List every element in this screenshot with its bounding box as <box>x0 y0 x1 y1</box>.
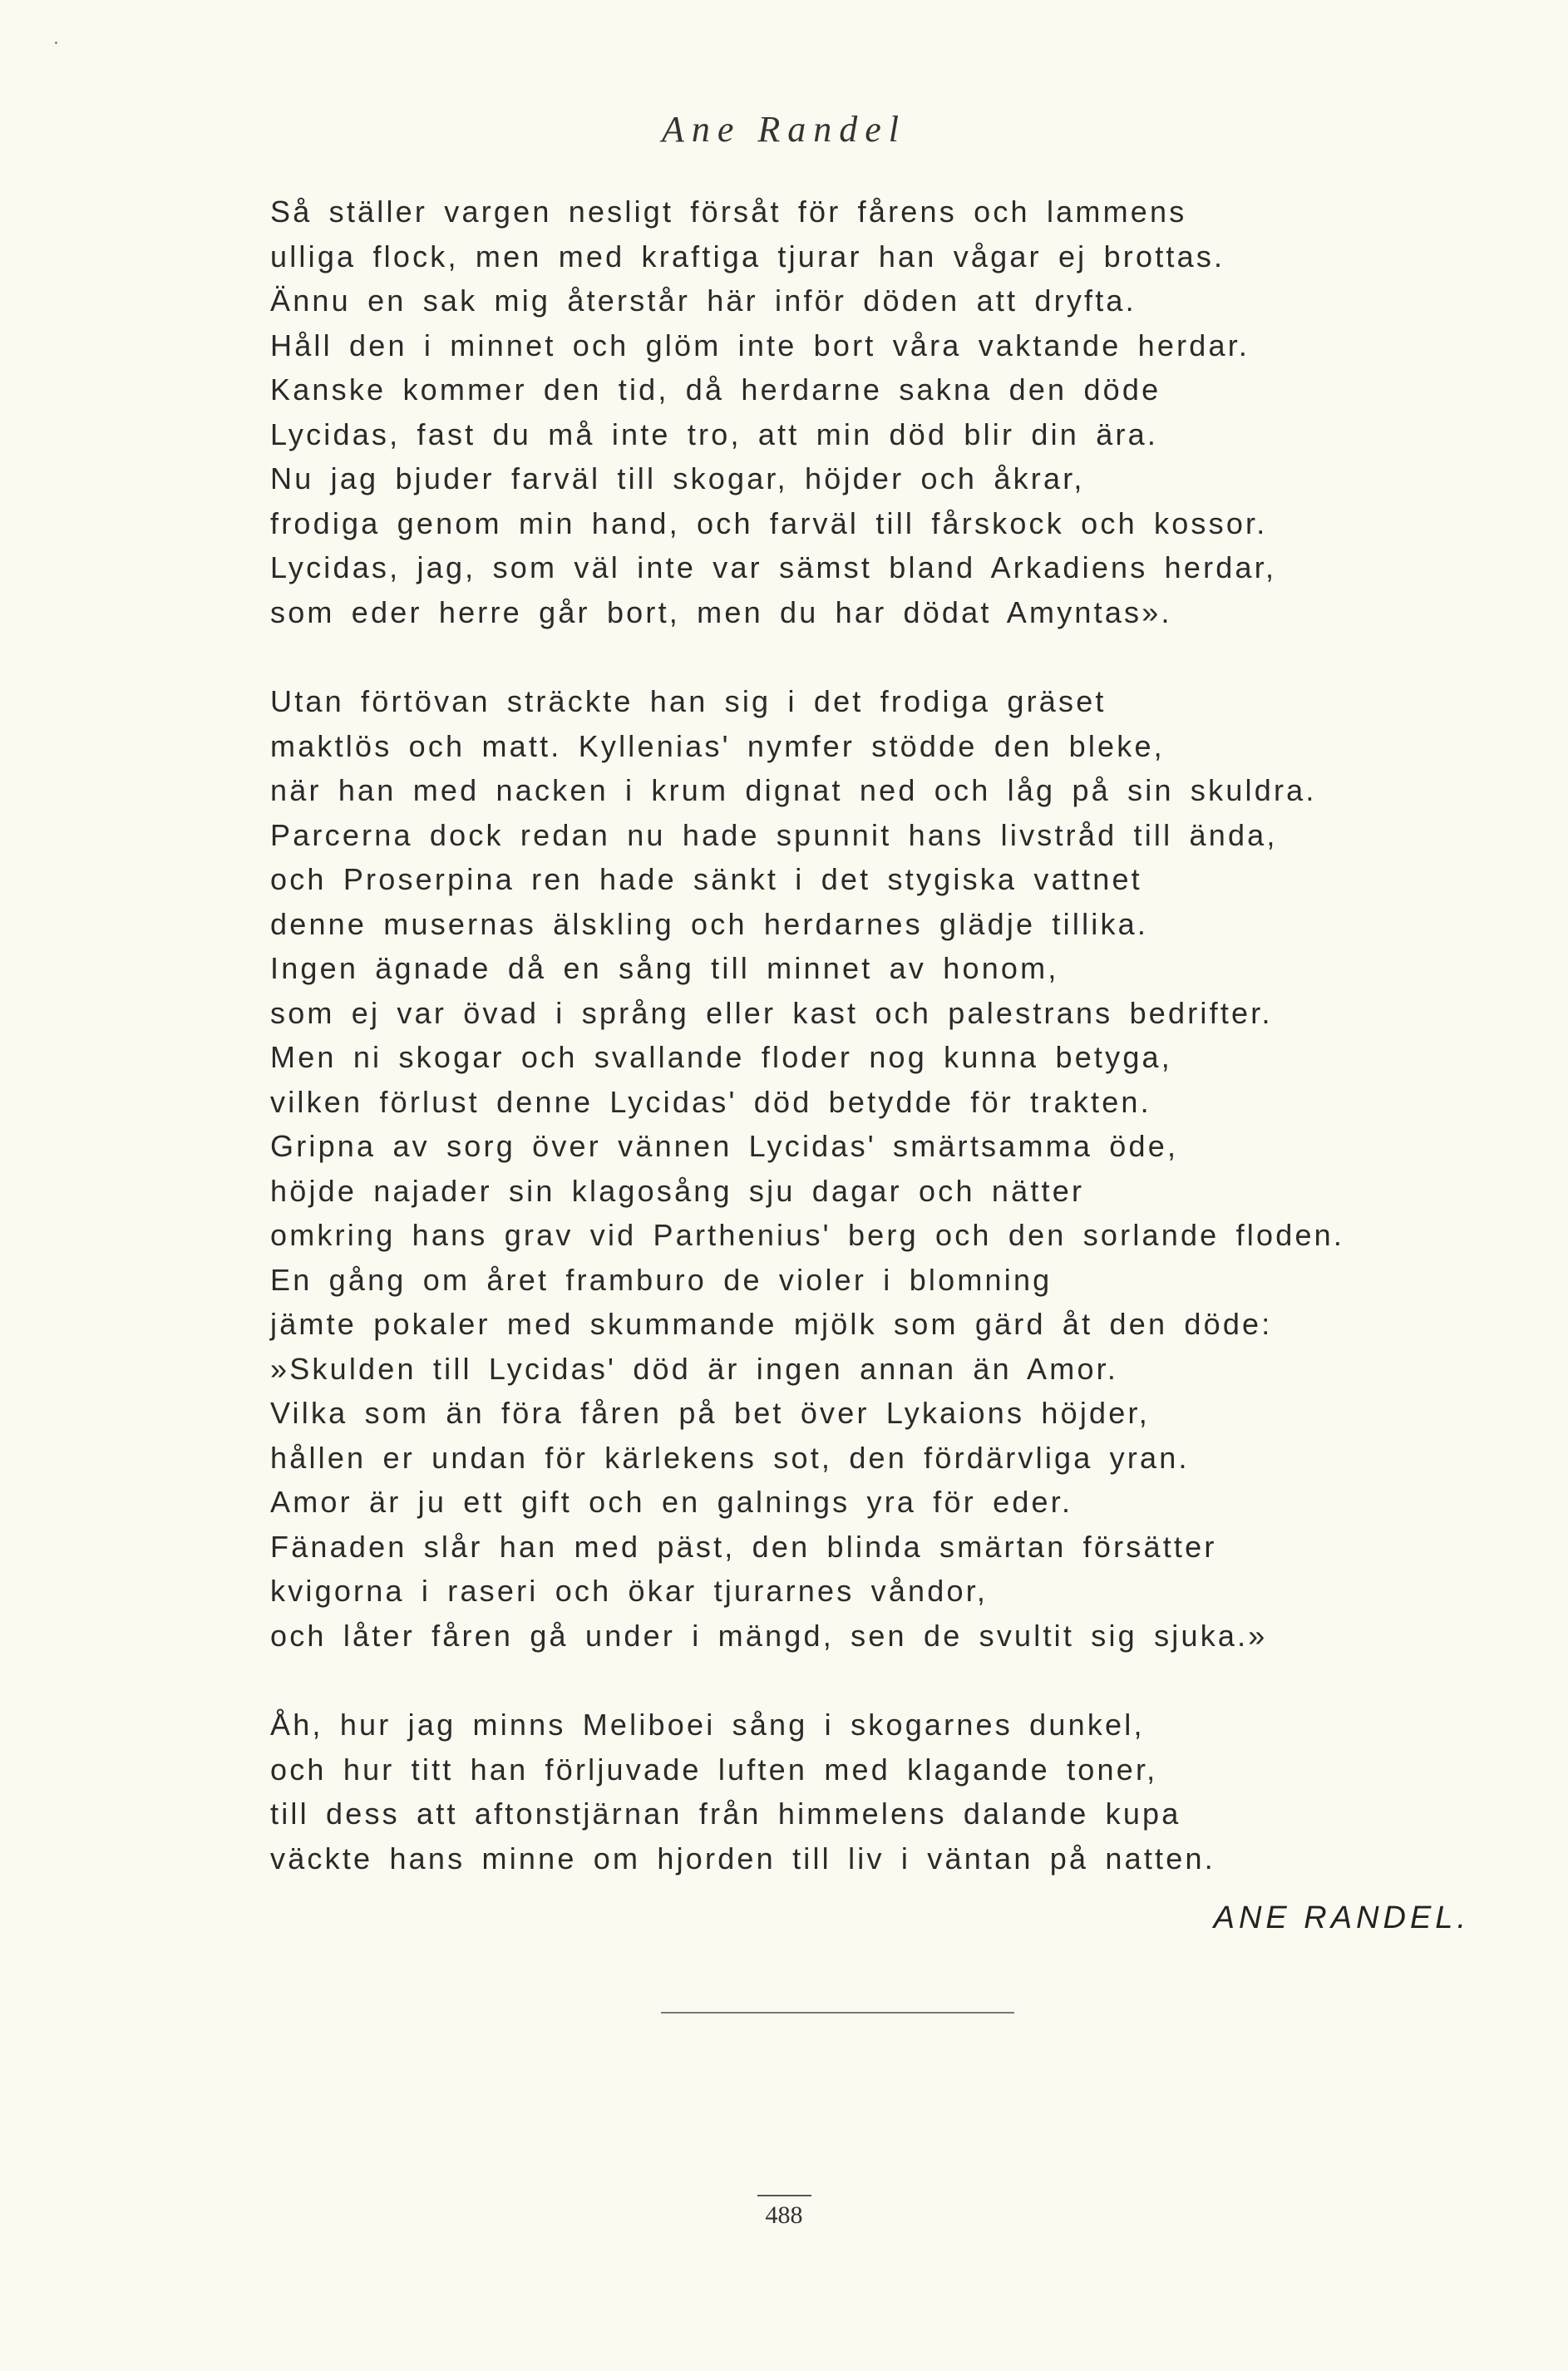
page-number-footer <box>0 2195 1568 2230</box>
poem-line: Fänaden slår han med päst, den blinda smärtan försätter <box>270 1529 1217 1564</box>
stanza <box>270 190 1434 634</box>
poem-line: Gripna av sorg över vännen Lycidas' smärtsamma öde, <box>270 1129 1179 1163</box>
poem-line: Ingen ägnade då en sång till minnet av honom, <box>270 951 1059 985</box>
horizontal-rule <box>661 2012 1014 2014</box>
poem-line: maktlös och matt. Kyllenias' nymfer stödde den bleke, <box>270 728 1165 763</box>
page-number: 488 <box>757 2195 811 2230</box>
poem-line: som ej var övad i språng eller kast och palestrans bedrifter. <box>270 995 1273 1030</box>
poem-line: Utan förtövan sträckte han sig i det frodiga gräset <box>270 684 1107 718</box>
poem-line: Vilka som än föra fåren på bet över Lykaions höjder, <box>270 1396 1150 1430</box>
poem-line: Nu jag bjuder farväl till skogar, höjder och åkrar, <box>270 461 1085 495</box>
poem-line: Ännu en sak mig återstår här inför döden att dryfta. <box>270 283 1137 318</box>
poem-line: Kanske kommer den tid, då herdarne sakna den döde <box>270 372 1161 407</box>
poem-line: jämte pokaler med skummande mjölk som gärd åt den döde: <box>270 1307 1273 1341</box>
poem-line: Amor är ju ett gift och en galnings yra för eder. <box>270 1485 1073 1519</box>
poem-line: »Skulden till Lycidas' död är ingen annan än Amor. <box>270 1351 1119 1386</box>
poem-line: frodiga genom min hand, och farväl till fårskock och kossor. <box>270 505 1268 540</box>
poem-line: Åh, hur jag minns Meliboei sång i skogarnes dunkel, <box>270 1708 1145 1742</box>
poem-line: som eder herre går bort, men du har dödat Amyntas». <box>270 594 1172 629</box>
poem-line: och hur titt han förljuvade luften med klagande toner, <box>270 1752 1158 1787</box>
author-signature: ANE RANDEL. <box>1213 1900 1470 1935</box>
margin-speck <box>55 42 57 44</box>
poem-line: när han med nacken i krum dignat ned och låg på sin skuldra. <box>270 773 1317 807</box>
poem-line: och Proserpina ren hade sänkt i det stygiska vattnet <box>270 862 1142 896</box>
poem-line: Så ställer vargen nesligt försåt för fårens och lammens <box>270 195 1187 229</box>
poem-body <box>270 190 1434 1925</box>
poem-line: ulliga flock, men med kraftiga tjurar han vågar ej brottas. <box>270 239 1225 274</box>
poem-line: Parcerna dock redan nu hade spunnit hans livstråd till ända, <box>270 817 1278 852</box>
poem-line: denne musernas älskling och herdarnes glädje tillika. <box>270 906 1149 941</box>
poem-line: omkring hans grav vid Parthenius' berg och den sorlande floden. <box>270 1218 1345 1252</box>
running-head: Ane Randel <box>661 109 907 150</box>
poem-line: En gång om året framburo de violer i blomning <box>270 1262 1053 1297</box>
poem-line: och låter fåren gå under i mängd, sen de svultit sig sjuka.» <box>270 1618 1268 1653</box>
poem-line: till dess att aftonstjärnan från himmelens dalande kupa <box>270 1797 1181 1831</box>
poem-line: hållen er undan för kärlekens sot, den fördärvliga yran. <box>270 1440 1190 1475</box>
poem-line: Håll den i minnet och glöm inte bort våra vaktande herdar. <box>270 328 1250 362</box>
poem-line: väckte hans minne om hjorden till liv i väntan på natten. <box>270 1841 1215 1876</box>
stanza <box>270 1703 1434 1881</box>
poem-line: kvigorna i raseri och ökar tjurarnes våndor, <box>270 1574 989 1608</box>
poem-line: vilken förlust denne Lycidas' död betydde för trakten. <box>270 1084 1151 1119</box>
stanza <box>270 679 1434 1658</box>
poem-line: höjde najader sin klagosång sju dagar och nätter <box>270 1173 1085 1208</box>
poem-line: Lycidas, jag, som väl inte var sämst bland Arkadiens herdar, <box>270 550 1277 584</box>
poem-line: Men ni skogar och svallande floder nog kunna betyga, <box>270 1040 1172 1074</box>
poem-line: Lycidas, fast du må inte tro, att min död blir din ära. <box>270 417 1159 451</box>
